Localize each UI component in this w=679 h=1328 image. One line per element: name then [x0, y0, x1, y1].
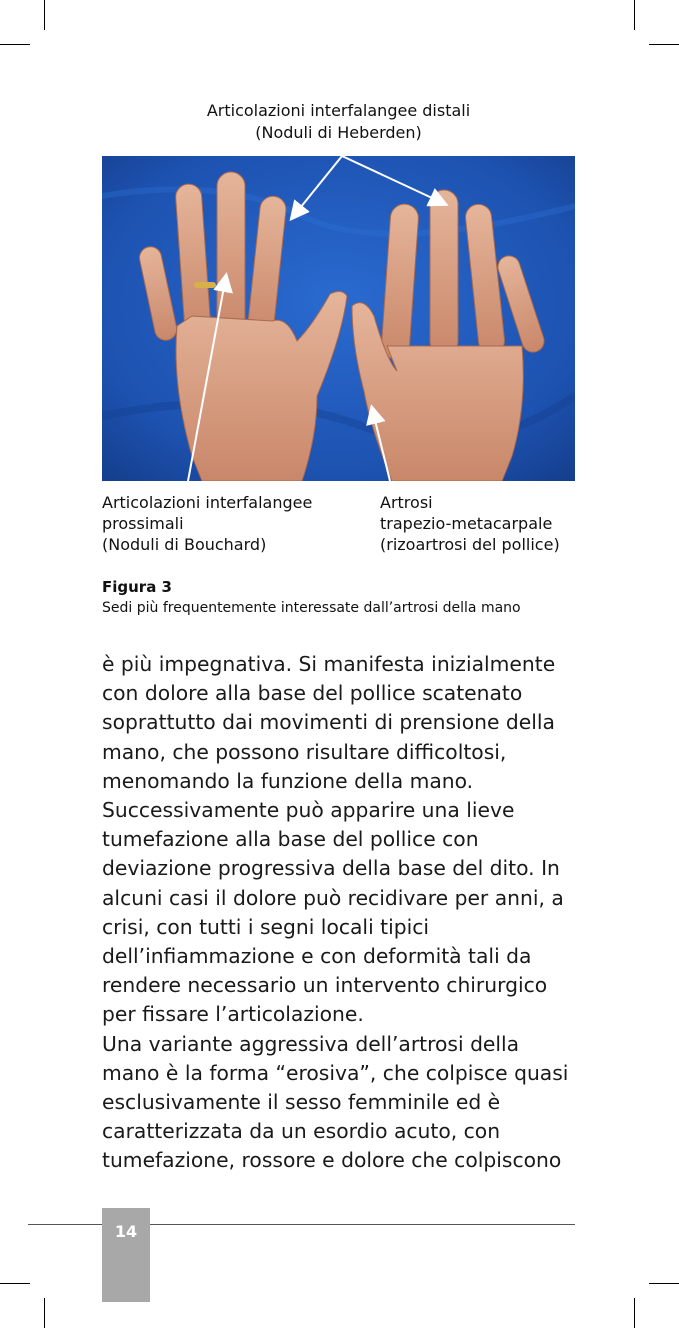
crop-mark: [649, 44, 679, 45]
body-line: deviazione progressiva della base del dito. In: [102, 856, 560, 881]
hands-photo: [102, 156, 575, 481]
body-line: soprattutto dai movimenti di prensione della: [102, 710, 555, 735]
figure-left-caption: [102, 492, 312, 555]
body-line: Una variante aggressiva dell’artrosi della: [102, 1031, 520, 1056]
body-line: tumefazione alla base del pollice con: [102, 827, 479, 852]
body-line: dell’infiammazione e con deformità tali da: [102, 944, 532, 969]
crop-mark: [634, 0, 635, 30]
top-caption-line: (Noduli di Heberden): [255, 123, 422, 142]
figure-top-caption: [102, 100, 575, 144]
body-line: è più impegnativa. Si manifesta inizialmente: [102, 652, 556, 676]
left-caption-line: prossimali: [102, 514, 184, 533]
crop-mark: [634, 1298, 635, 1328]
body-line: mano è la forma “erosiva”, che colpisce quasi: [102, 1060, 569, 1085]
left-caption-line: (Noduli di Bouchard): [102, 535, 267, 554]
crop-mark: [649, 1283, 679, 1284]
figure-right-caption: [380, 492, 560, 555]
figure-caption: Sedi più frequentemente interessate dall’artrosi della mano: [102, 600, 521, 616]
right-caption-line: (rizoartrosi del pollice): [380, 535, 560, 554]
crop-mark: [0, 1283, 30, 1284]
crop-mark: [44, 1298, 45, 1328]
top-caption-line: Articolazioni interfalangee distali: [206, 101, 471, 120]
body-line: esclusivamente il sesso femminile ed è: [102, 1090, 501, 1115]
page-number: 14: [114, 1222, 138, 1241]
body-line: crisi, con tutti i segni locali tipici: [102, 914, 430, 939]
body-line: tumefazione, rossore e dolore che colpiscono: [102, 1148, 562, 1173]
body-line: Successivamente può apparire una lieve: [102, 798, 515, 823]
body-line: con dolore alla base del pollice scatenato: [102, 681, 523, 706]
figure-title: Figura 3: [102, 578, 172, 596]
body-text: [102, 650, 582, 1176]
body-line: alcuni casi il dolore può recidivare per anni, a: [102, 885, 564, 910]
left-caption-line: Articolazioni interfalangee: [102, 493, 313, 512]
body-line: menomando la funzione della mano.: [102, 768, 474, 793]
body-line: caratterizzata da un esordio acuto, con: [102, 1119, 501, 1144]
page-number-tab: [102, 1208, 150, 1302]
body-line: per fissare l’articolazione.: [102, 1002, 364, 1027]
right-caption-line: Artrosi: [380, 493, 433, 512]
body-line: mano, che possono risultare difficoltosi,: [102, 739, 507, 764]
crop-mark: [44, 0, 45, 30]
body-line: rendere necessario un intervento chirurgico: [102, 973, 548, 998]
right-caption-line: trapezio-metacarpale: [380, 514, 553, 533]
crop-mark: [0, 44, 30, 45]
